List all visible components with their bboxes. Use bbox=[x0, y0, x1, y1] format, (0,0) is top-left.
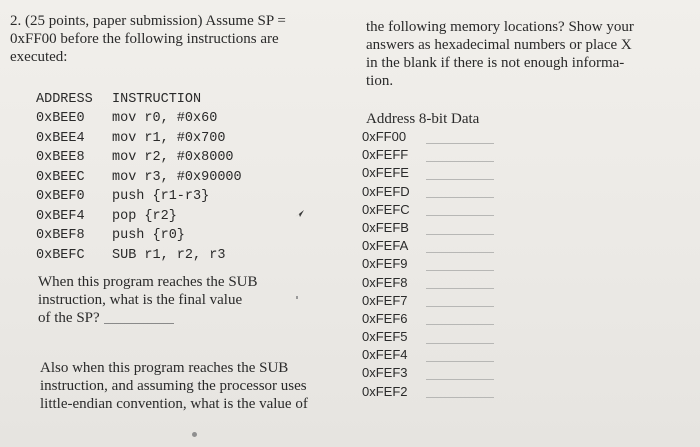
sp-question-text: of the SP? bbox=[38, 310, 100, 326]
memory-row bbox=[362, 128, 494, 146]
sp-question bbox=[38, 273, 338, 327]
instruction-address: 0xBEEC bbox=[36, 169, 85, 185]
endian-question-line: Also when this program reaches the SUB bbox=[40, 360, 289, 376]
right-intro-line: answers as hexadecimal numbers or place X bbox=[366, 37, 632, 53]
instruction-text: mov r3, #0x90000 bbox=[112, 169, 242, 185]
memory-data-blank[interactable] bbox=[426, 203, 494, 216]
instruction-table bbox=[36, 90, 242, 265]
memory-address: 0xFEF3 bbox=[362, 365, 408, 381]
memory-address-header: Address bbox=[366, 111, 416, 127]
instruction-row bbox=[36, 226, 242, 246]
right-intro-line: the following memory locations? Show your bbox=[366, 19, 634, 35]
cursor-arrow-icon bbox=[294, 208, 306, 220]
instruction-row bbox=[36, 207, 242, 227]
address-column-header: ADDRESS bbox=[36, 92, 93, 107]
instruction-column-header: INSTRUCTION bbox=[112, 92, 202, 107]
instruction-text: SUB r1, r2, r3 bbox=[112, 247, 226, 263]
right-intro-line: in the blank if there is not enough informa- bbox=[366, 55, 625, 71]
sp-question-line-with-blank bbox=[38, 309, 338, 327]
instruction-address: 0xBEF0 bbox=[36, 189, 85, 204]
memory-row bbox=[362, 328, 494, 346]
memory-address: 0xFEF2 bbox=[362, 383, 408, 399]
memory-data-blank[interactable] bbox=[426, 294, 494, 307]
memory-address: 0xFEF5 bbox=[362, 329, 408, 345]
instruction-table-header bbox=[36, 90, 242, 109]
question-header bbox=[10, 12, 340, 66]
memory-row bbox=[362, 219, 494, 237]
question-line: 0xFF00 before the following instructions are bbox=[10, 31, 279, 47]
memory-address: 0xFEF4 bbox=[362, 347, 408, 363]
memory-data-blank[interactable] bbox=[426, 149, 494, 162]
instruction-address: 0xBEE0 bbox=[36, 111, 85, 126]
memory-row bbox=[362, 183, 494, 201]
memory-row bbox=[362, 346, 494, 364]
memory-address: 0xFEF9 bbox=[362, 256, 408, 272]
memory-address: 0xFEF8 bbox=[362, 274, 408, 290]
instruction-text: pop {r2} bbox=[112, 208, 177, 224]
memory-data-blank[interactable] bbox=[426, 222, 494, 235]
memory-table bbox=[362, 128, 494, 401]
memory-address: 0xFEFA bbox=[362, 238, 409, 254]
memory-row bbox=[362, 201, 494, 219]
instruction-address: 0xBEF4 bbox=[36, 208, 85, 224]
instruction-row bbox=[36, 246, 242, 266]
memory-row bbox=[362, 164, 494, 182]
instruction-row bbox=[36, 109, 242, 129]
memory-address: 0xFEFB bbox=[362, 219, 409, 235]
memory-table-header bbox=[366, 110, 479, 128]
memory-data-blank[interactable] bbox=[426, 385, 494, 398]
memory-data-blank[interactable] bbox=[426, 276, 494, 289]
memory-data-blank[interactable] bbox=[426, 331, 494, 344]
endian-question bbox=[40, 359, 340, 413]
pen-mark bbox=[296, 296, 298, 299]
memory-address: 0xFEFE bbox=[362, 165, 409, 181]
memory-address: 0xFEFF bbox=[362, 147, 409, 163]
sp-question-line: When this program reaches the SUB bbox=[38, 274, 258, 290]
right-intro-line: tion. bbox=[366, 73, 394, 89]
instruction-row bbox=[36, 168, 242, 188]
memory-address: 0xFEFC bbox=[362, 201, 410, 217]
instruction-row bbox=[36, 187, 242, 207]
memory-data-blank[interactable] bbox=[426, 131, 494, 144]
instruction-address: 0xBEE8 bbox=[36, 150, 85, 165]
instruction-text: push {r1-r3} bbox=[112, 189, 210, 204]
memory-data-blank[interactable] bbox=[426, 312, 494, 325]
memory-address: 0xFEF6 bbox=[362, 310, 408, 326]
instruction-row bbox=[36, 129, 242, 149]
instruction-text: mov r0, #0x60 bbox=[112, 111, 218, 126]
memory-data-blank[interactable] bbox=[426, 240, 494, 253]
instruction-text: mov r1, #0x700 bbox=[112, 130, 226, 146]
memory-row bbox=[362, 383, 494, 401]
memory-row bbox=[362, 274, 494, 292]
pen-dot bbox=[192, 432, 197, 437]
memory-data-blank[interactable] bbox=[426, 167, 494, 180]
memory-row bbox=[362, 292, 494, 310]
endian-question-line: instruction, and assuming the processor uses bbox=[40, 378, 307, 394]
instruction-text: mov r2, #0x8000 bbox=[112, 150, 234, 165]
instruction-address: 0xBEF8 bbox=[36, 228, 85, 243]
instruction-address: 0xBEE4 bbox=[36, 130, 85, 146]
memory-row bbox=[362, 237, 494, 255]
memory-row bbox=[362, 310, 494, 328]
memory-data-header: 8-bit Data bbox=[418, 111, 480, 127]
memory-row bbox=[362, 364, 494, 382]
memory-address: 0xFEFD bbox=[362, 183, 410, 199]
memory-data-blank[interactable] bbox=[426, 367, 494, 380]
memory-address: 0xFEF7 bbox=[362, 292, 408, 308]
memory-data-blank[interactable] bbox=[426, 349, 494, 362]
question-line: executed: bbox=[10, 49, 68, 65]
sp-answer-blank[interactable] bbox=[104, 323, 174, 324]
instruction-row bbox=[36, 148, 242, 168]
memory-row bbox=[362, 146, 494, 164]
memory-data-blank[interactable] bbox=[426, 258, 494, 271]
right-intro bbox=[366, 18, 666, 90]
memory-address: 0xFF00 bbox=[362, 129, 407, 144]
sp-question-line: instruction, what is the final value bbox=[38, 292, 243, 308]
question-line: 2. (25 points, paper submission) Assume SP = bbox=[10, 13, 286, 29]
instruction-address: 0xBEFC bbox=[36, 247, 85, 263]
memory-data-blank[interactable] bbox=[426, 185, 494, 198]
memory-row bbox=[362, 255, 494, 273]
instruction-text: push {r0} bbox=[112, 228, 185, 243]
endian-question-line: little-endian convention, what is the value of bbox=[40, 396, 308, 412]
